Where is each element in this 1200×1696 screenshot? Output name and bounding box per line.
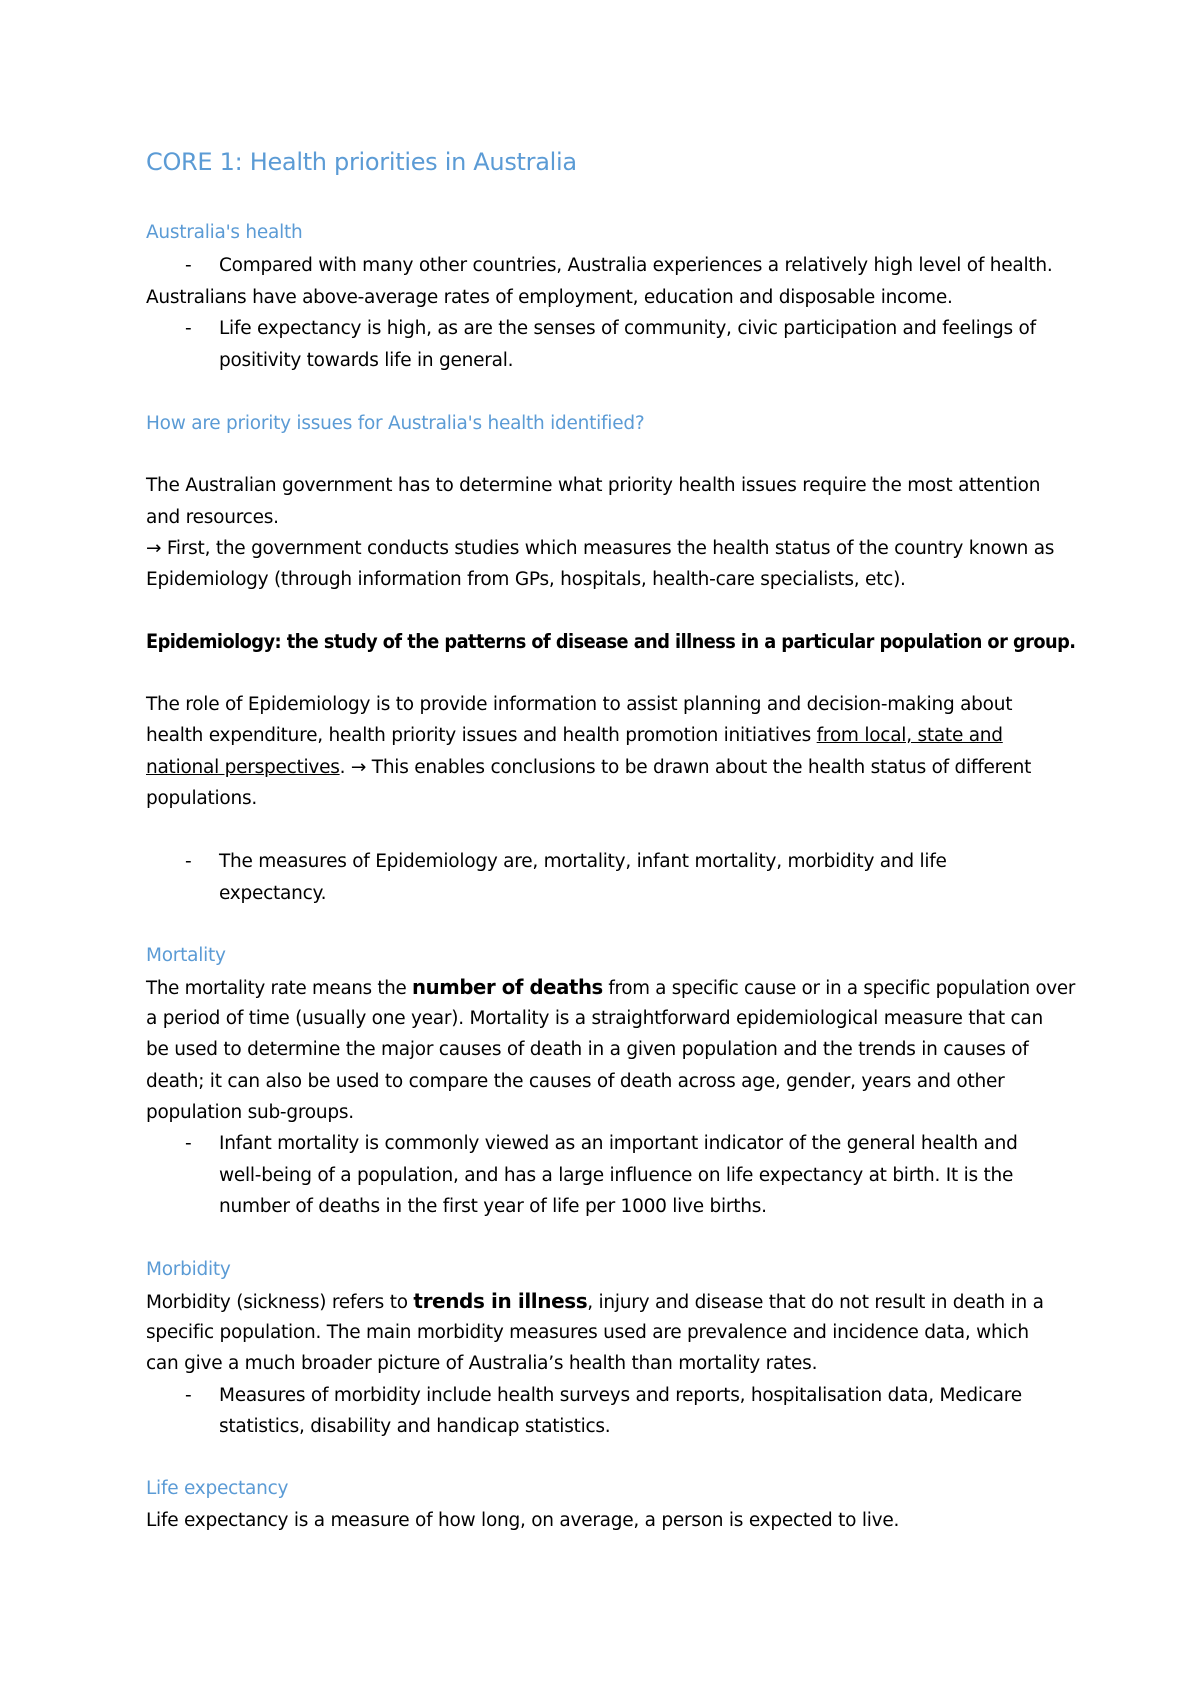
paragraph-line: Compared with many other countries, Australia experiences a relatively high level of health. bbox=[219, 255, 1053, 276]
text-run: . → This enables conclusions to be drawn about the health status of different bbox=[339, 757, 1032, 778]
paragraph-line: well-being of a population, and has a large influence on life expectancy at birth. It is the bbox=[219, 1165, 1014, 1186]
epidemiology-definition: Epidemiology: the study of the patterns of disease and illness in a particular population or group. bbox=[146, 630, 1076, 653]
bullet-dash: - bbox=[185, 851, 192, 872]
paragraph-line: a period of time (usually one year). Mortality is a straightforward epidemiological measure that can bbox=[146, 1008, 1043, 1029]
paragraph-line: Infant mortality is commonly viewed as an important indicator of the general health and bbox=[219, 1133, 1018, 1154]
heading-mortality: Mortality bbox=[146, 945, 226, 966]
heading-priority-issues: How are priority issues for Australia's health identified? bbox=[146, 413, 645, 434]
bold-text: trends in illness bbox=[413, 1289, 588, 1313]
paragraph-line: specific population. The main morbidity measures used are prevalence and incidence data, which bbox=[146, 1322, 1029, 1343]
heading-life-expectancy: Life expectancy bbox=[146, 1478, 289, 1499]
underlined-text: from local, state and bbox=[816, 725, 1003, 746]
heading-morbidity: Morbidity bbox=[146, 1259, 231, 1280]
page-title: CORE 1: Health priorities in Australia bbox=[146, 148, 577, 176]
paragraph-line: Life expectancy is high, as are the senses of community, civic participation and feelings of bbox=[219, 318, 1036, 339]
bold-text: number of deaths bbox=[412, 975, 603, 999]
paragraph-line: population sub-groups. bbox=[146, 1102, 354, 1123]
text-run: from a specific cause or in a specific population over bbox=[602, 978, 1076, 999]
paragraph-line bbox=[146, 975, 1075, 1001]
paragraph-line bbox=[146, 724, 1003, 748]
paragraph-line: The role of Epidemiology is to provide information to assist planning and decision-making about bbox=[146, 694, 1013, 715]
bullet-dash: - bbox=[185, 1385, 192, 1406]
heading-australias-health: Australia's health bbox=[146, 222, 303, 243]
paragraph-line: Measures of morbidity include health surveys and reports, hospitalisation data, Medicare bbox=[219, 1385, 1022, 1406]
paragraph-line: The measures of Epidemiology are, mortality, infant mortality, morbidity and life bbox=[219, 851, 947, 872]
paragraph-line: be used to determine the major causes of death in a given population and the trends in causes of bbox=[146, 1039, 1029, 1060]
text-run: The mortality rate means the bbox=[146, 978, 413, 999]
paragraph-line: statistics, disability and handicap statistics. bbox=[219, 1416, 611, 1437]
paragraph-line: → First, the government conducts studies which measures the health status of the country known as bbox=[146, 538, 1055, 559]
paragraph-line: can give a much broader picture of Australia’s health than mortality rates. bbox=[146, 1353, 818, 1374]
paragraph-line bbox=[146, 1289, 1044, 1315]
bullet-dash: - bbox=[185, 318, 192, 339]
paragraph-line: populations. bbox=[146, 788, 257, 809]
paragraph-line: Life expectancy is a measure of how long, on average, a person is expected to live. bbox=[146, 1510, 900, 1531]
paragraph-line bbox=[146, 756, 1031, 780]
paragraph-line: positivity towards life in general. bbox=[219, 350, 514, 371]
paragraph-line: and resources. bbox=[146, 507, 279, 528]
bullet-dash: - bbox=[185, 255, 192, 276]
text-run: Morbidity (sickness) refers to bbox=[146, 1292, 414, 1313]
bullet-dash: - bbox=[185, 1133, 192, 1154]
paragraph-line: expectancy. bbox=[219, 883, 327, 904]
text-run: health expenditure, health priority issues and health promotion initiatives bbox=[146, 725, 817, 746]
paragraph-line: Epidemiology (through information from GPs, hospitals, health-care specialists, etc). bbox=[146, 569, 906, 590]
text-run: , injury and disease that do not result in death in a bbox=[587, 1292, 1044, 1313]
paragraph-line: death; it can also be used to compare the causes of death across age, gender, years and other bbox=[146, 1071, 1005, 1092]
underlined-text: national perspectives bbox=[146, 757, 340, 778]
paragraph-line: Australians have above-average rates of employment, education and disposable income. bbox=[146, 287, 953, 308]
paragraph-line: The Australian government has to determine what priority health issues require the most attention bbox=[146, 475, 1041, 496]
paragraph-line: number of deaths in the first year of life per 1000 live births. bbox=[219, 1196, 767, 1217]
